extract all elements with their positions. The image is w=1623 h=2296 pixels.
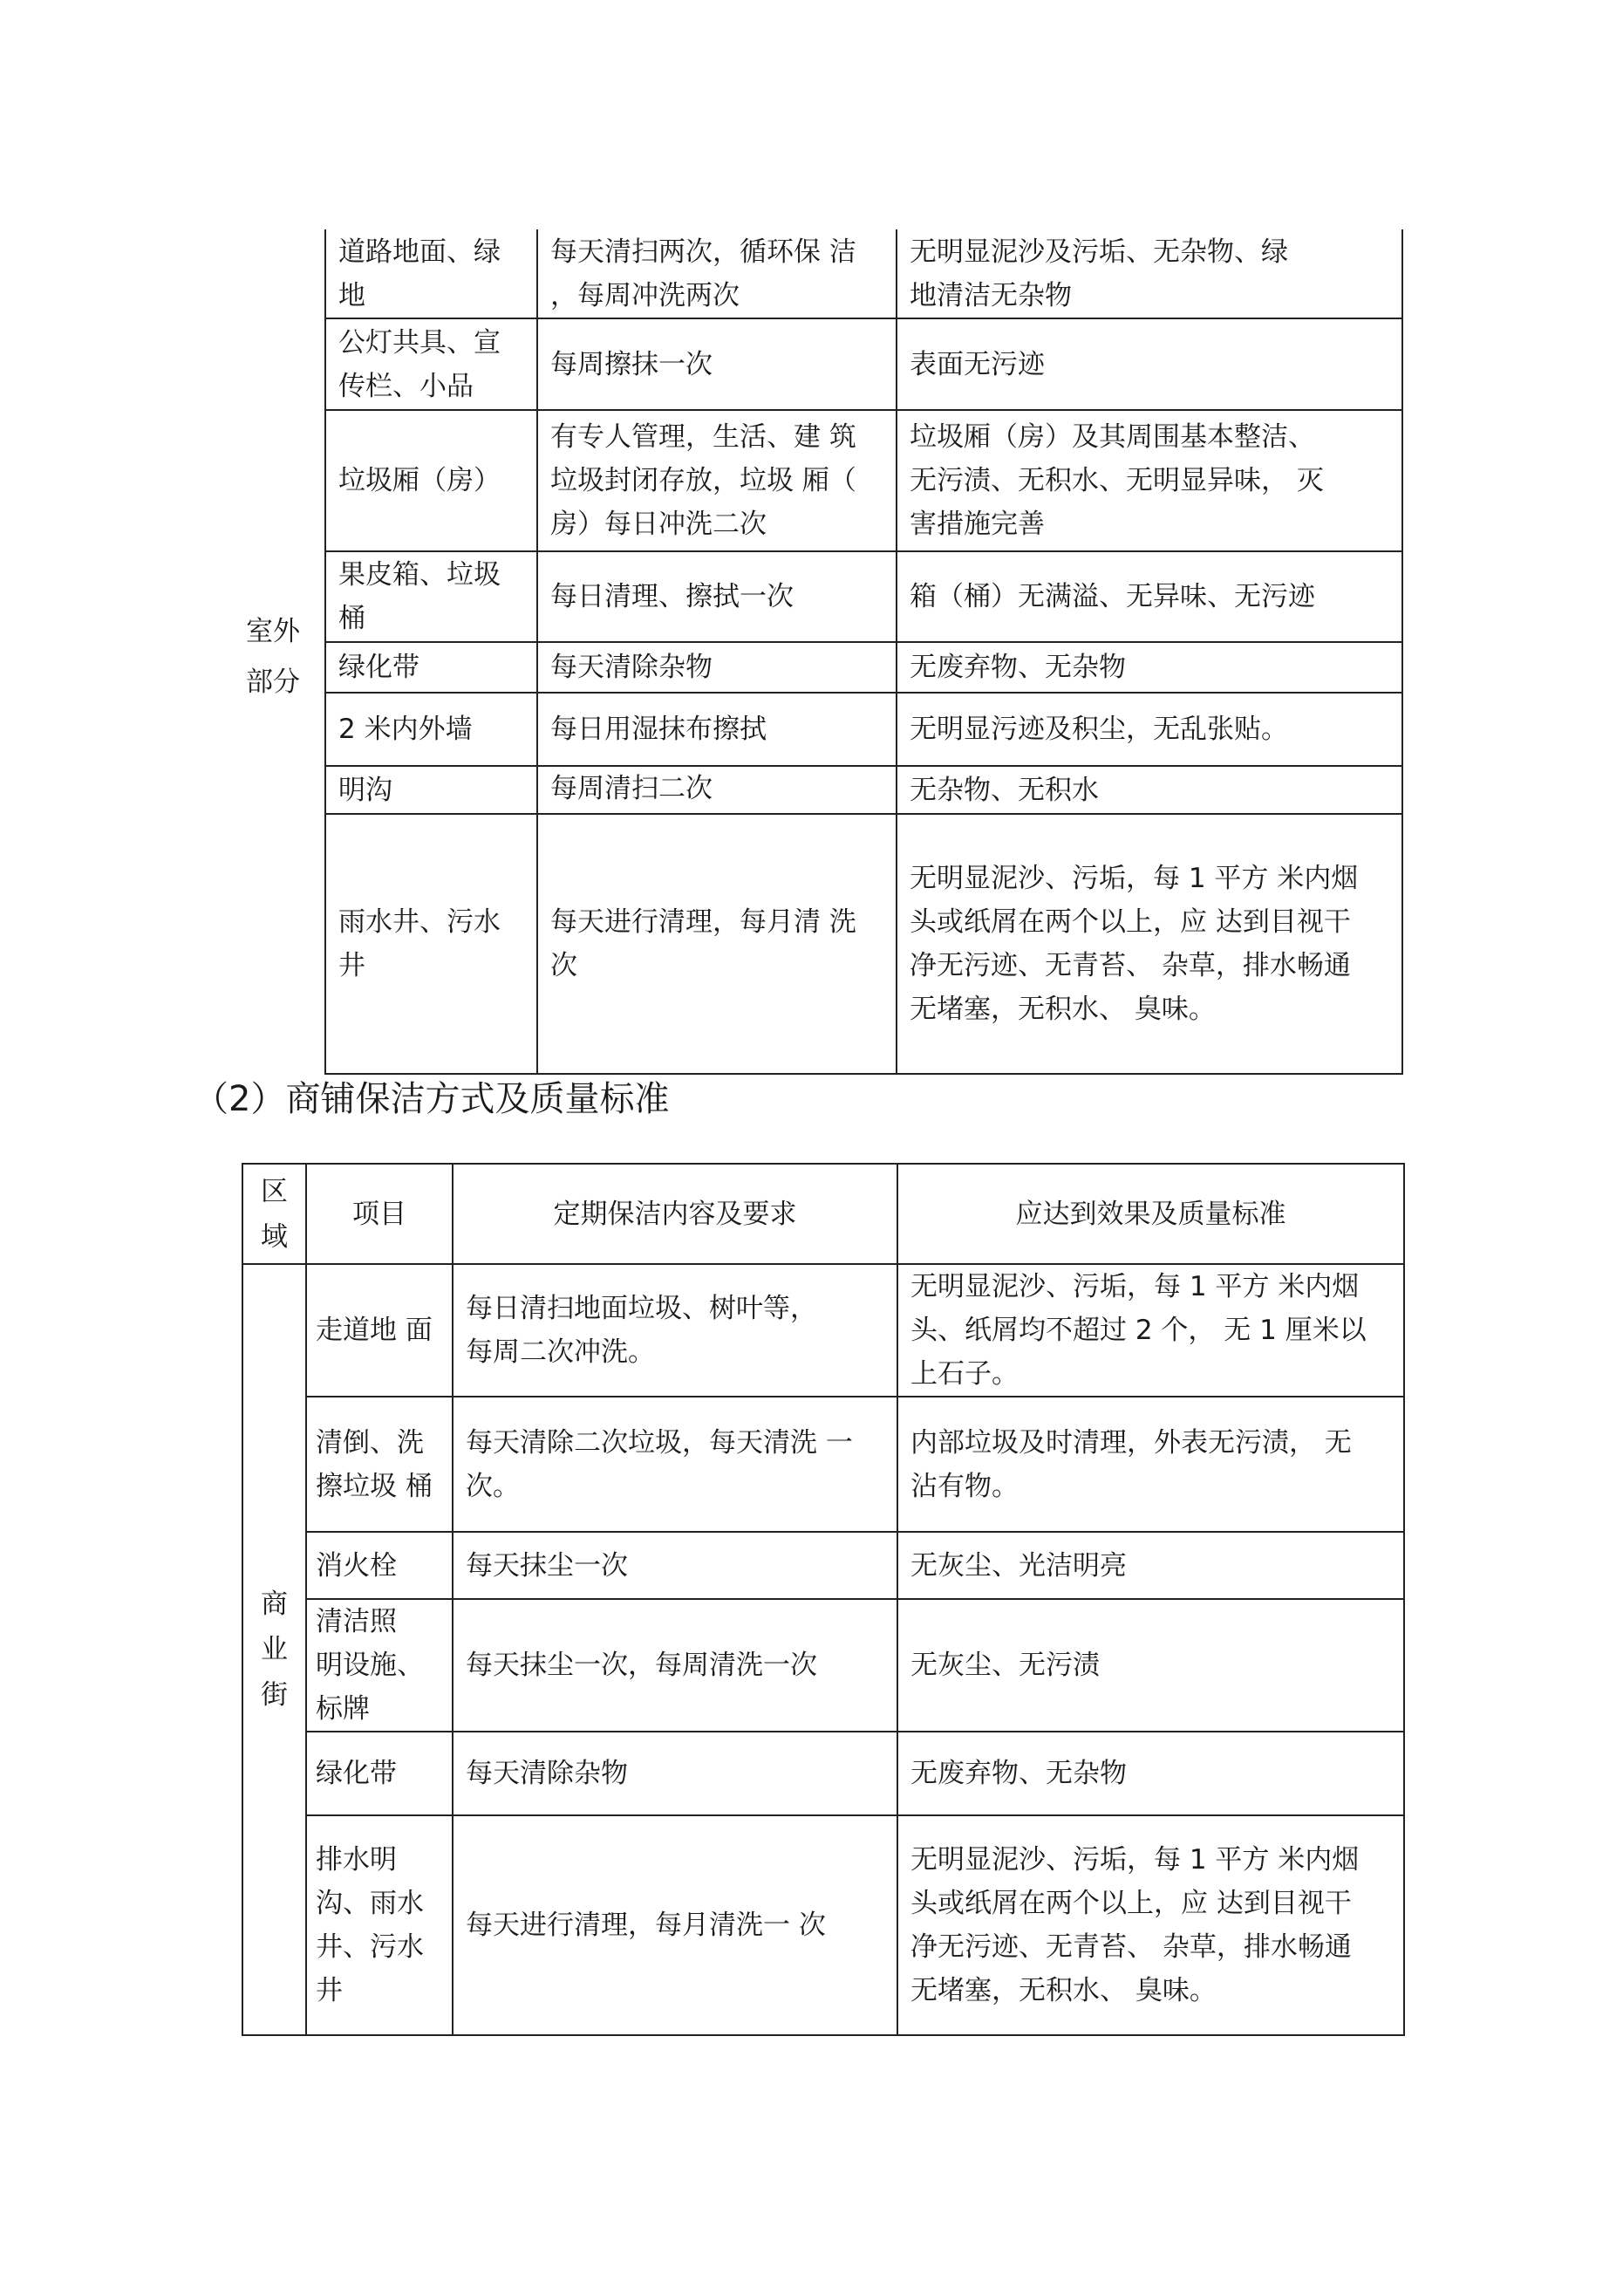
standard-cell: 无明显泥沙、污垢，每 1 平方 米内烟 头、纸屑均不超过 2 个， 无 1 厘米以 上石子。 xyxy=(897,1264,1404,1397)
table-row xyxy=(325,814,1402,1074)
content-cell: 每天清除杂物 xyxy=(537,642,897,693)
header-standard: 应达到效果及质量标准 xyxy=(897,1164,1404,1264)
header-item: 项目 xyxy=(306,1164,453,1264)
table-row xyxy=(242,1815,1404,2035)
standard-cell: 无明显泥沙及污垢、无杂物、绿 地清洁无杂物 xyxy=(897,229,1402,318)
table-row xyxy=(242,1397,1404,1532)
standard-cell: 无明显泥沙、污垢，每 1 平方 米内烟 头或纸屑在两个以上，应 达到目视干 净无污迹、无青苔、 杂草，排水畅通 无堵塞，无积水、 臭味。 xyxy=(897,1815,1404,2035)
item-cell: 清洁照 明设施、 标牌 xyxy=(306,1599,453,1732)
item-cell: 公灯共具、宣 传栏、小品 xyxy=(325,318,537,410)
content-cell: 每天清除二次垃圾，每天清洗 一 次。 xyxy=(453,1397,897,1532)
item-cell: 排水明 沟、雨水 井、污水 井 xyxy=(306,1815,453,2035)
standard-cell: 无废弃物、无杂物 xyxy=(897,642,1402,693)
outdoor-cleaning-table xyxy=(324,229,1403,1075)
standard-cell: 无废弃物、无杂物 xyxy=(897,1732,1404,1815)
content-cell: 每天抹尘一次 xyxy=(453,1532,897,1599)
item-cell: 果皮箱、垃圾 桶 xyxy=(325,551,537,642)
item-cell: 绿化带 xyxy=(325,642,537,693)
table-row xyxy=(242,1264,1404,1397)
content-cell: 每天清扫两次，循环保 洁 ，每周冲洗两次 xyxy=(537,229,897,318)
item-cell: 明沟 xyxy=(325,766,537,814)
standard-cell: 表面无污迹 xyxy=(897,318,1402,410)
shop-cleaning-table xyxy=(242,1163,1405,2036)
item-cell: 雨水井、污水 井 xyxy=(325,814,537,1074)
content-cell: 每日清理、擦拭一次 xyxy=(537,551,897,642)
standard-cell: 内部垃圾及时清理，外表无污渍， 无 沾有物。 xyxy=(897,1397,1404,1532)
item-cell: 走道地 面 xyxy=(306,1264,453,1397)
content-cell: 有专人管理，生活、建 筑 垃圾封闭存放，垃圾 厢（ 房）每日冲洗二次 xyxy=(537,410,897,551)
area-cell: 商 业 街 xyxy=(242,1264,306,2035)
header-content: 定期保洁内容及要求 xyxy=(453,1164,897,1264)
header-area: 区 域 xyxy=(242,1164,306,1264)
section-heading: （2）商铺保洁方式及质量标准 xyxy=(194,1079,670,1119)
item-cell: 消火栓 xyxy=(306,1532,453,1599)
table-row xyxy=(325,410,1402,551)
table-row xyxy=(325,642,1402,693)
standard-cell: 垃圾厢（房）及其周围基本整洁、 无污渍、无积水、无明显异味， 灭 害措施完善 xyxy=(897,410,1402,551)
table-row xyxy=(242,1599,1404,1732)
content-cell: 每天抹尘一次，每周清洗一次 xyxy=(453,1599,897,1732)
standard-cell: 无灰尘、无污渍 xyxy=(897,1599,1404,1732)
table-header-row xyxy=(242,1164,1404,1264)
table-row xyxy=(325,551,1402,642)
table-row xyxy=(242,1732,1404,1815)
item-cell: 垃圾厢（房） xyxy=(325,410,537,551)
standard-cell: 无灰尘、光洁明亮 xyxy=(897,1532,1404,1599)
item-cell: 道路地面、绿 地 xyxy=(325,229,537,318)
standard-cell: 无明显泥沙、污垢，每 1 平方 米内烟 头或纸屑在两个以上，应 达到目视干 净无污迹、无青苔、 杂草，排水畅通 无堵塞，无积水、 臭味。 xyxy=(897,814,1402,1074)
table-row xyxy=(242,1532,1404,1599)
item-cell: 2 米内外墙 xyxy=(325,693,537,766)
content-cell: 每周擦抹一次 xyxy=(537,318,897,410)
table-row xyxy=(325,766,1402,814)
item-cell: 清倒、洗 擦垃圾 桶 xyxy=(306,1397,453,1532)
table1-area-label: 室外 部分 xyxy=(246,616,300,698)
table-row xyxy=(325,693,1402,766)
standard-cell: 箱（桶）无满溢、无异味、无污迹 xyxy=(897,551,1402,642)
content-cell: 每周清扫二次 xyxy=(537,766,897,814)
content-cell: 每天进行清理，每月清 洗 次 xyxy=(537,814,897,1074)
table-row xyxy=(325,318,1402,410)
item-cell: 绿化带 xyxy=(306,1732,453,1815)
standard-cell: 无杂物、无积水 xyxy=(897,766,1402,814)
content-cell: 每天进行清理，每月清洗一 次 xyxy=(453,1815,897,2035)
table-row xyxy=(325,229,1402,318)
content-cell: 每日用湿抹布擦拭 xyxy=(537,693,897,766)
standard-cell: 无明显污迹及积尘，无乱张贴。 xyxy=(897,693,1402,766)
content-cell: 每天清除杂物 xyxy=(453,1732,897,1815)
content-cell: 每日清扫地面垃圾、树叶等， 每周二次冲洗。 xyxy=(453,1264,897,1397)
